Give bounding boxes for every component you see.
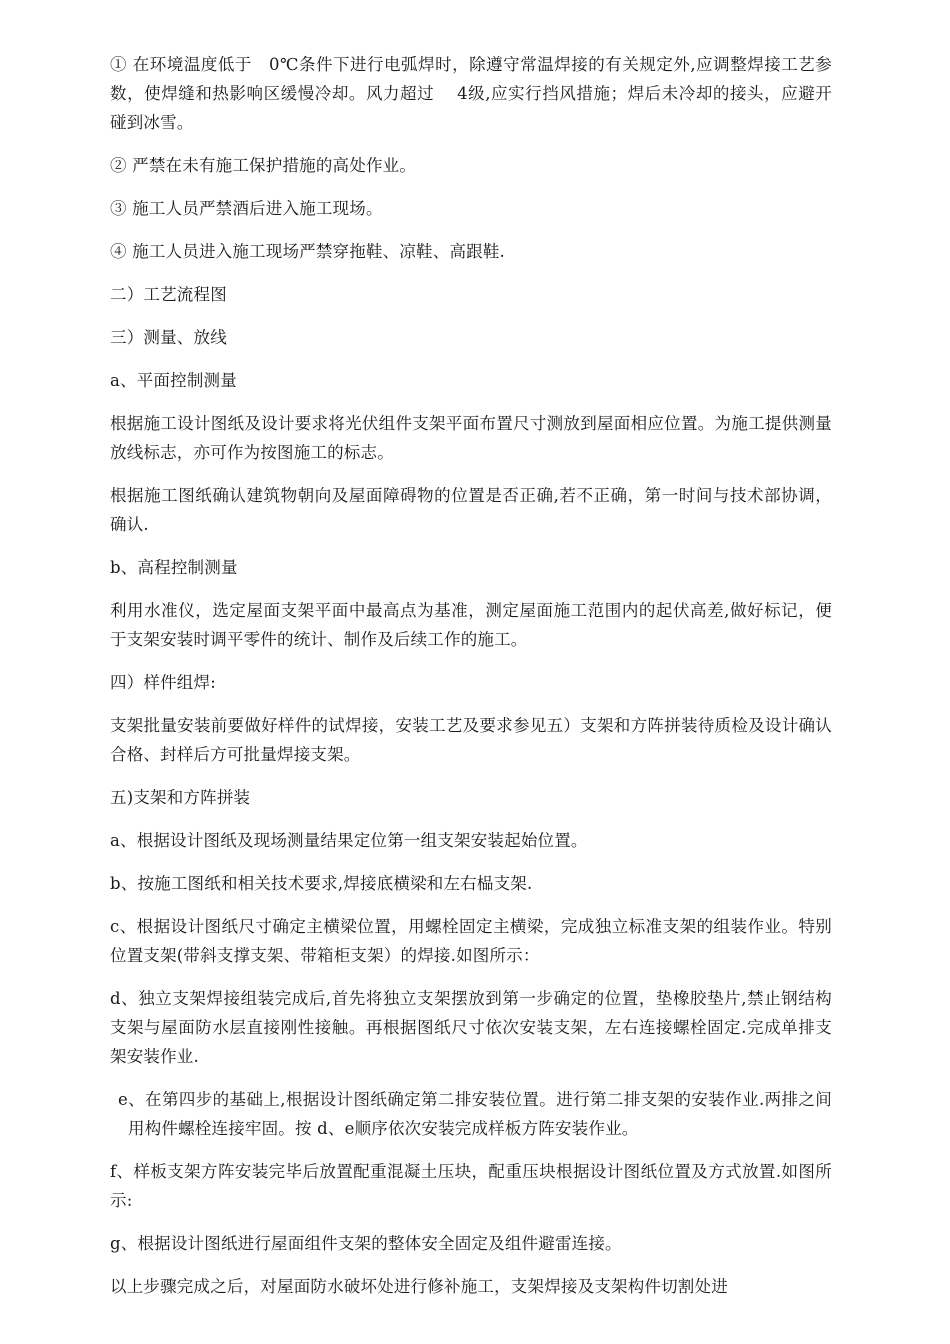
paragraph-sample-welding: 支架批量安装前要做好样件的试焊接，安装工艺及要求参见五）支架和方阵拼装待质检及设计确认合格、封样后方可批量焊接支架。: [110, 716, 832, 764]
subheading-plane-control: a、平面控制测量: [110, 371, 237, 390]
step-e: e、在第四步的基础上,根据设计图纸确定第二排安装位置。进行第二排支架的安装作业.两排之间用构件螺栓连接牢固。按 d、e顺序依次安装完成样板方阵安装作业。: [118, 1090, 832, 1138]
step-f: f、样板支架方阵安装完毕后放置配重混凝土压块，配重压块根据设计图纸位置及方式放置.如图所示:: [110, 1162, 832, 1210]
subheading-elevation-control: b、高程控制测量: [110, 558, 238, 577]
step-c: c、根据设计图纸尺寸确定主横梁位置，用螺栓固定主横梁，完成独立标准支架的组装作业。特别位置支架(带斜支撑支架、带箱柜支架）的焊接.如图所示：: [110, 917, 832, 965]
heading-bracket-assembly: 五)支架和方阵拼装: [110, 788, 251, 807]
paragraph-plane-control-1: 根据施工设计图纸及设计要求将光伏组件支架平面布置尺寸测放到屋面相应位置。为施工提供测量放线标志，亦可作为按图施工的标志。: [110, 414, 832, 462]
paragraph-low-temp-welding: ① 在环境温度低于 0℃条件下进行电弧焊时，除遵守常温焊接的有关规定外,应调整焊接工艺参数，使焊缝和热影响区缓慢冷却。风力超过 4级,应实行挡风措施；焊后未冷却的接头，应避开碰到冰雪。: [110, 55, 832, 132]
paragraph-high-altitude: ② 严禁在未有施工保护措施的高处作业。: [110, 156, 417, 175]
paragraph-footwear: ④ 施工人员进入施工现场严禁穿拖鞋、凉鞋、高跟鞋.: [110, 242, 505, 261]
step-b: b、按施工图纸和相关技术要求,焊接底横梁和左右榀支架.: [110, 874, 533, 893]
paragraph-no-alcohol: ③ 施工人员严禁酒后进入施工现场。: [110, 199, 383, 218]
step-a: a、根据设计图纸及现场测量结果定位第一组支架安装起始位置。: [110, 831, 588, 850]
document-page: [110, 50, 832, 1315]
paragraph-elevation-control: 利用水准仪，选定屋面支架平面中最高点为基准，测定屋面施工范围内的起伏高差,做好标记，便于支架安装时调平零件的统计、制作及后续工作的施工。: [110, 601, 832, 649]
step-g: g、根据设计图纸进行屋面组件支架的整体安全固定及组件避雷连接。: [110, 1234, 622, 1253]
heading-process-flow: 二）工艺流程图: [110, 285, 227, 304]
step-d: d、独立支架焊接组装完成后,首先将独立支架摆放到第一步确定的位置，垫橡胶垫片,禁止钢结构支架与屋面防水层直接刚性接触。再根据图纸尺寸依次安装支架，左右连接螺栓固定.完成单排支架安装作业.: [110, 989, 832, 1066]
paragraph-plane-control-2: 根据施工图纸确认建筑物朝向及屋面障碍物的位置是否正确,若不正确，第一时间与技术部协调，确认.: [110, 486, 832, 534]
heading-sample-welding: 四）样件组焊:: [110, 673, 216, 692]
heading-survey: 三）测量、放线: [110, 328, 227, 347]
paragraph-repair: 以上步骤完成之后，对屋面防水破坏处进行修补施工，支架焊接及支架构件切割处进: [110, 1277, 728, 1296]
